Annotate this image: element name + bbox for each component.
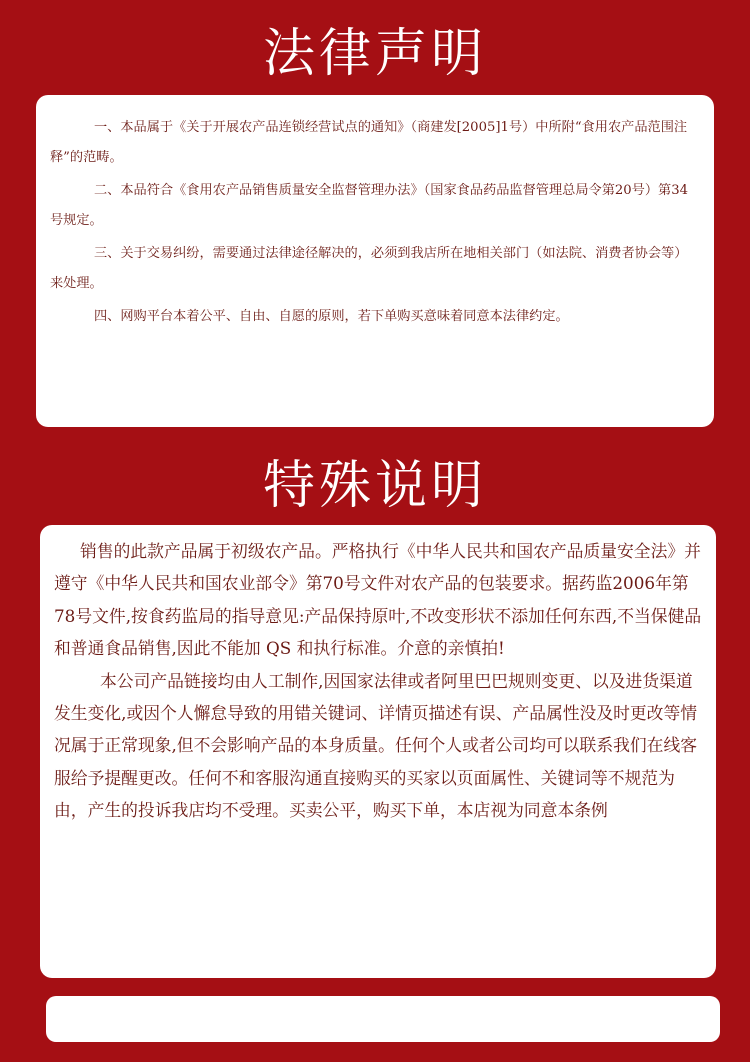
legal-statement-card — [36, 95, 714, 427]
legal-clause-3: 三、关于交易纠纷，需要通过法律途径解决的，必须到我店所在地相关部门（如法院、消费者协会等）来处理。 — [50, 246, 688, 291]
legal-statement-title: 法律声明 — [262, 24, 487, 84]
legal-clause-2: 二、本品符合《食用农产品销售质量安全监督管理办法》（国家食品药品监督管理总局令第20号）第34号规定。 — [50, 183, 689, 228]
special-notice-paragraph-2: 本公司产品链接均由人工制作,因国家法律或者阿里巴巴规则变更、以及进货渠道发生变化,或因个人懈怠导致的用错关键词、详情页描述有误、产品属性没及时更改等情况属于正常现象,但不会影响产品的本身质量。任何个人或者公司均可以联系我们在线客服给予提醒更改。任何不和客服沟通直接购买的买家以页面属性、关键词等不规范为由，产生的投诉我店均不受理。买卖公平，购买下单，本店视为同意本条例 — [54, 670, 698, 821]
legal-clause-1: 一、本品属于《关于开展农产品连锁经营试点的通知》（商建发[2005]1号）中所附“食用农产品范围注释”的范畴。 — [50, 120, 688, 165]
special-notice-card — [40, 525, 716, 978]
legal-clause-4: 四、网购平台本着公平、自由、自愿的原则，若下单购买意味着同意本法律约定。 — [94, 309, 569, 324]
blank-footer-card — [46, 996, 720, 1042]
special-notice-paragraph-1: 销售的此款产品属于初级农产品。严格执行《中华人民共和国农产品质量安全法》并遵守《中华人民共和国农业部令》第70号文件对农产品的包装要求。据药监2006年第78号文件,按食药监局的指导意见:产品保持原叶,不改变形状不添加任何东西,不当保健品和普通食品销售,因此不能加 QS 和执行标准。介意的亲慎拍! — [54, 541, 702, 659]
special-notice-title: 特殊说明 — [262, 456, 487, 516]
